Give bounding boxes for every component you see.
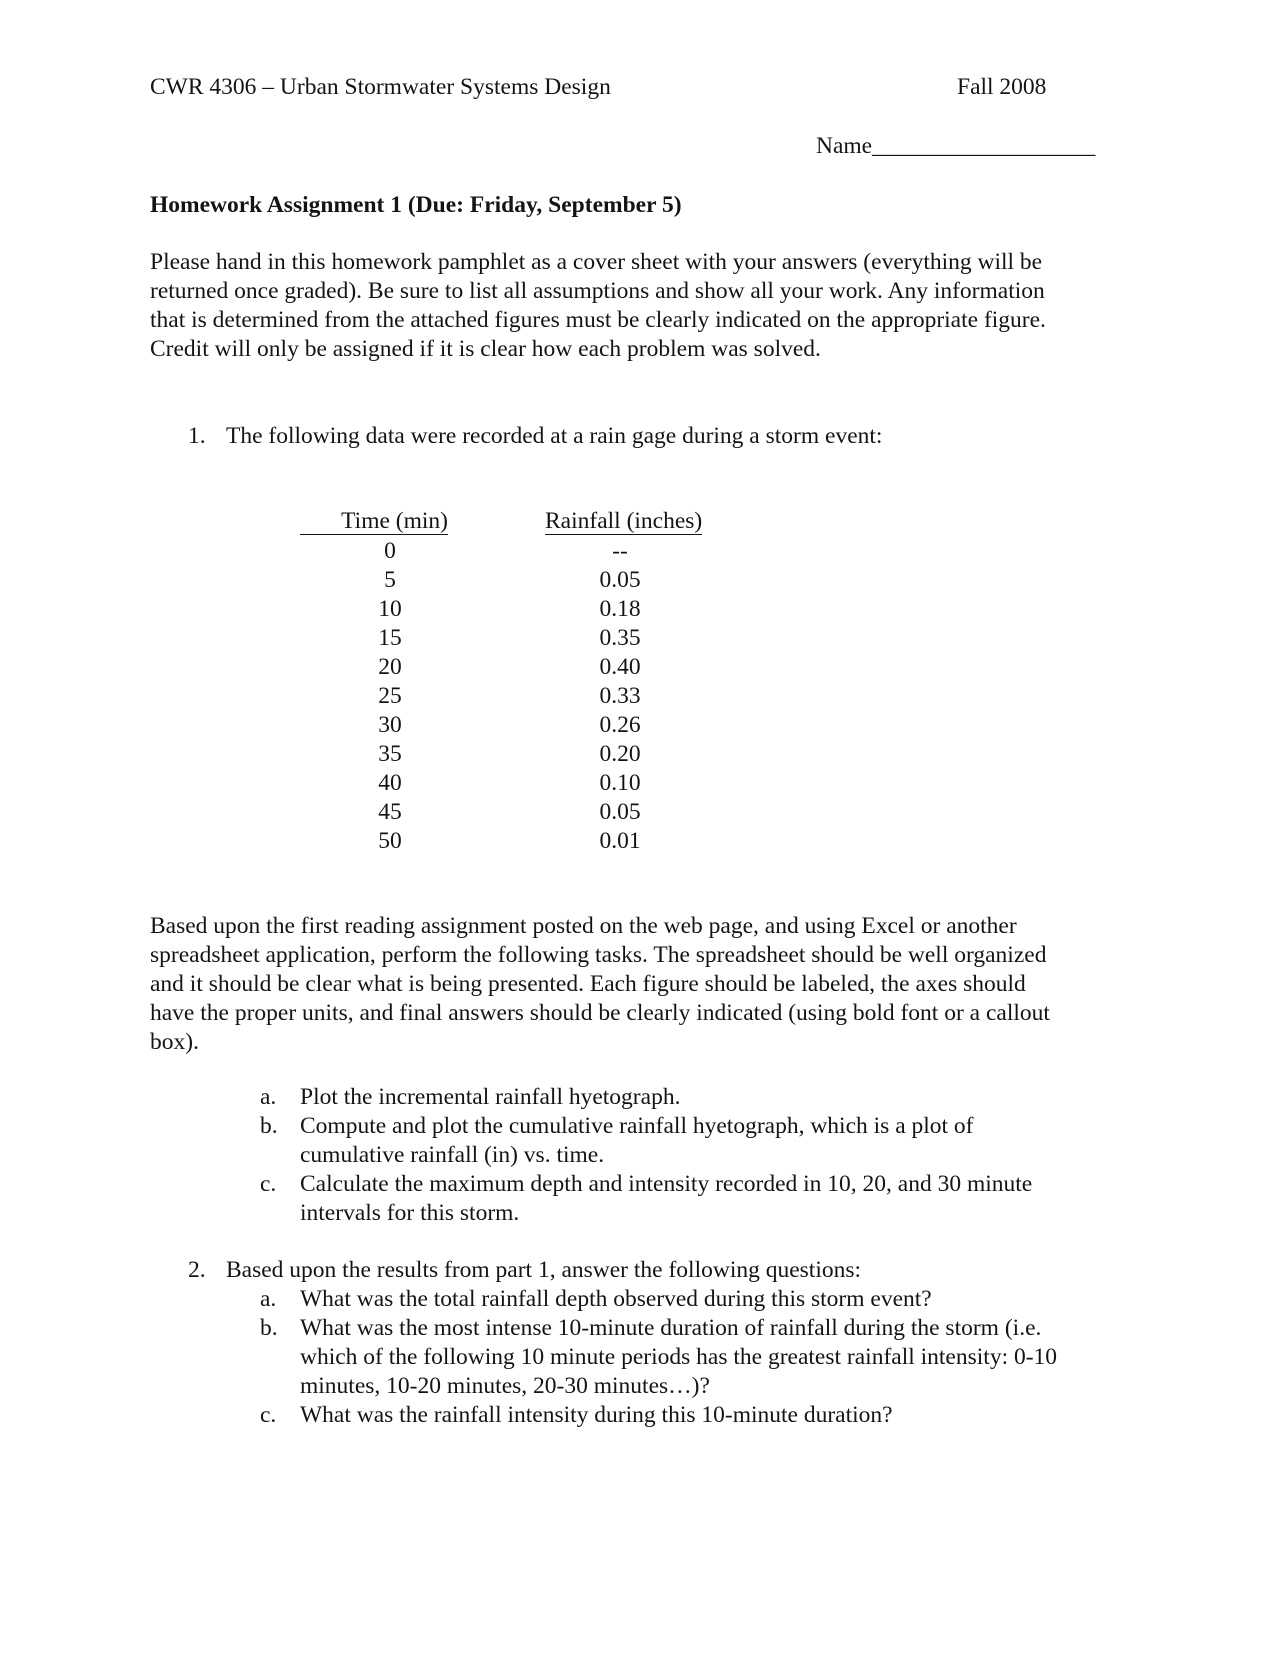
instructions-line: and it should be clear what is being presented. Each figure should be labeled, the axes should: [150, 971, 1026, 997]
time-cell: 30: [378, 712, 402, 738]
instructions-line: box).: [150, 1029, 199, 1055]
rainfall-column: [565, 537, 675, 856]
time-cell: 45: [378, 799, 402, 825]
rainfall-cell: 0.35: [599, 625, 641, 651]
task-letter: a.: [260, 1084, 277, 1110]
time-cell: 5: [384, 567, 396, 593]
rainfall-cell: 0.05: [599, 799, 641, 825]
question-2-item-b: [260, 1314, 1140, 1401]
task-letter: c.: [260, 1171, 277, 1197]
rainfall-column-header: Rainfall (inches): [545, 508, 703, 534]
question-text: Based upon the results from part 1, answer the following questions:: [226, 1257, 862, 1283]
item-letter: b.: [260, 1315, 278, 1341]
question-number: 2.: [188, 1257, 206, 1283]
instructions-line: Based upon the first reading assignment posted on the web page, and using Excel or another: [150, 913, 1017, 939]
question-number: 1.: [188, 423, 206, 449]
task-item-a: [260, 1083, 1140, 1112]
name-field-line: Name___________________: [816, 133, 1096, 159]
task-text: Calculate the maximum depth and intensity recorded in 10, 20, and 30 minute: [300, 1171, 1033, 1197]
time-column-header: Time (min): [300, 508, 448, 535]
assignment-title: Homework Assignment 1 (Due: Friday, September 5): [150, 192, 682, 218]
time-cell: 15: [378, 625, 402, 651]
item-text: What was the rainfall intensity during this 10-minute duration?: [300, 1402, 893, 1428]
task-text: Compute and plot the cumulative rainfall hyetograph, which is a plot of: [300, 1113, 974, 1139]
task-list: [260, 1083, 1140, 1228]
time-cell: 25: [378, 683, 402, 709]
time-cell: 40: [378, 770, 402, 796]
rainfall-cell: 0.18: [599, 596, 641, 622]
rainfall-cell: 0.40: [599, 654, 641, 680]
rainfall-cell: --: [612, 538, 628, 564]
item-letter: c.: [260, 1402, 277, 1428]
time-cell: 20: [378, 654, 402, 680]
term-label: Fall 2008: [957, 74, 1047, 100]
rainfall-cell: 0.01: [599, 828, 641, 854]
time-cell: 50: [378, 828, 402, 854]
time-cell: 0: [384, 538, 396, 564]
time-cell: 10: [378, 596, 402, 622]
intro-line: Credit will only be assigned if it is clear how each problem was solved.: [150, 336, 821, 362]
instructions-line: have the proper units, and final answers should be clearly indicated (using bold font or a callout: [150, 1000, 1050, 1026]
intro-paragraph: [150, 248, 1130, 364]
item-text: What was the most intense 10-minute duration of rainfall during the storm (i.e.: [300, 1315, 1042, 1341]
question-2-item-a: [260, 1285, 1140, 1314]
question-text: The following data were recorded at a rain gage during a storm event:: [226, 423, 883, 449]
question-2: [188, 1256, 1138, 1430]
item-text: minutes, 10-20 minutes, 20-30 minutes…)?: [300, 1373, 710, 1399]
course-title: CWR 4306 – Urban Stormwater Systems Design: [150, 74, 611, 100]
rainfall-cell: 0.33: [599, 683, 641, 709]
task-text: cumulative rainfall (in) vs. time.: [300, 1142, 605, 1168]
instructions-line: spreadsheet application, perform the following tasks. The spreadsheet should be well organized: [150, 942, 1047, 968]
item-letter: a.: [260, 1286, 277, 1312]
rainfall-cell: 0.26: [599, 712, 641, 738]
question-2-stem: [188, 1256, 1138, 1285]
item-text: What was the total rainfall depth observed during this storm event?: [300, 1286, 932, 1312]
task-letter: b.: [260, 1113, 278, 1139]
item-text: which of the following 10 minute periods has the greatest rainfall intensity: 0-10: [300, 1344, 1058, 1370]
task-item-c: [260, 1170, 1140, 1228]
intro-line: returned once graded). Be sure to list all assumptions and show all your work. Any information: [150, 278, 1045, 304]
question-1: [188, 423, 882, 450]
task-text: intervals for this storm.: [300, 1200, 520, 1226]
rainfall-cell: 0.20: [599, 741, 641, 767]
rainfall-cell: 0.05: [599, 567, 641, 593]
intro-line: that is determined from the attached figures must be clearly indicated on the appropriate figure.: [150, 307, 1046, 333]
instructions-paragraph: [150, 912, 1140, 1057]
question-2-items: [260, 1285, 1140, 1430]
question-2-item-c: [260, 1401, 1140, 1430]
time-column: [340, 537, 440, 856]
task-item-b: [260, 1112, 1140, 1170]
rainfall-cell: 0.10: [599, 770, 641, 796]
task-text: Plot the incremental rainfall hyetograph.: [300, 1084, 681, 1110]
intro-line: Please hand in this homework pamphlet as a cover sheet with your answers (everything will be: [150, 249, 1043, 275]
time-cell: 35: [378, 741, 402, 767]
